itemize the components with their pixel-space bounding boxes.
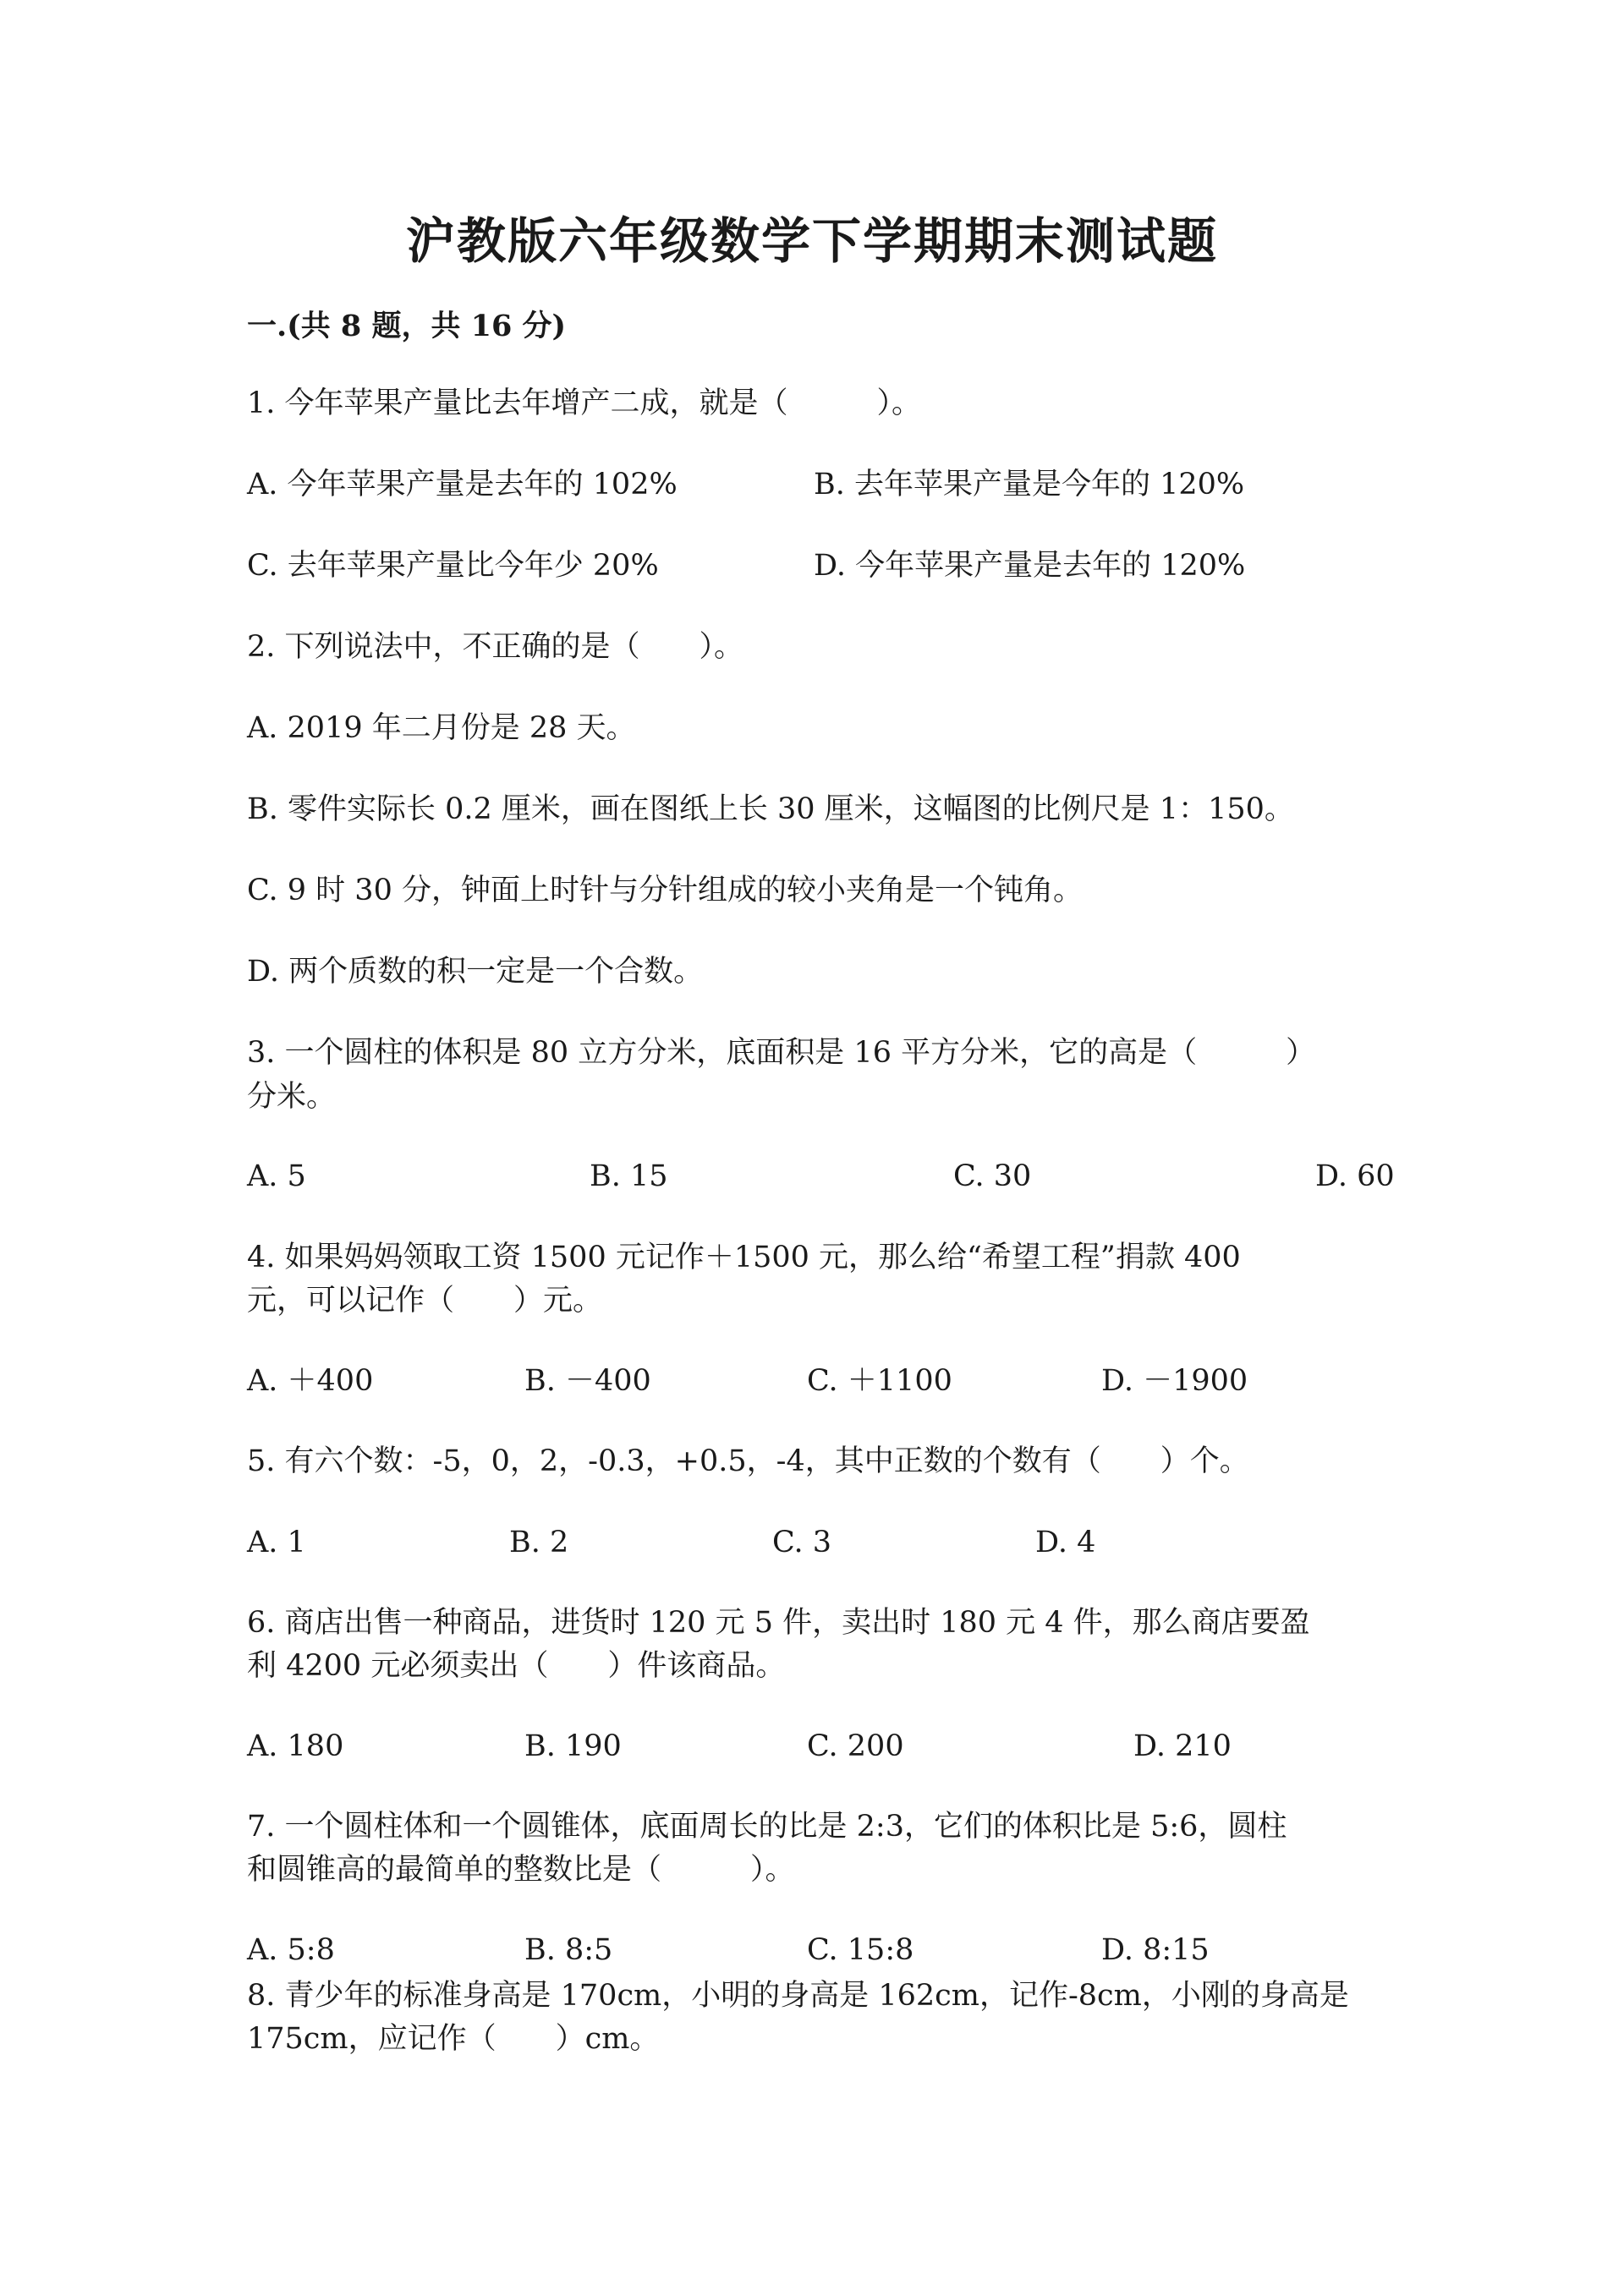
- q1-option-d[interactable]: D. 今年苹果产量是去年的 120%: [814, 549, 1246, 583]
- q7-option-d[interactable]: D. 8:15: [1101, 1933, 1210, 1967]
- q1-stem: 1. 今年苹果产量比去年增产二成，就是（ ）。: [247, 386, 922, 420]
- q6-stem-line1: 6. 商店出售一种商品，进货时 120 元 5 件，卖出时 180 元 4 件，那么商店要盈: [247, 1606, 1310, 1640]
- q5-stem: 5. 有六个数：-5，0，2，-0.3，+0.5，-4，其中正数的个数有（ ）个。: [247, 1444, 1249, 1478]
- q3-option-b[interactable]: B. 15: [590, 1159, 668, 1193]
- q7-option-a[interactable]: A. 5:8: [247, 1933, 335, 1967]
- q3-option-a[interactable]: A. 5: [247, 1159, 306, 1193]
- q2-option-a[interactable]: A. 2019 年二月份是 28 天。: [247, 711, 636, 745]
- q2-option-c[interactable]: C. 9 时 30 分，钟面上时针与分针组成的较小夹角是一个钝角。: [247, 874, 1083, 907]
- q4-stem-line2: 元，可以记作（ ）元。: [247, 1284, 603, 1318]
- q2-option-b[interactable]: B. 零件实际长 0.2 厘米，画在图纸上长 30 厘米，这幅图的比例尺是 1：150。: [247, 792, 1294, 826]
- q3-stem-line1: 3. 一个圆柱的体积是 80 立方分米，底面积是 16 平方分米，它的高是（ ）: [247, 1036, 1316, 1070]
- q6-option-c[interactable]: C. 200: [807, 1729, 904, 1763]
- q7-option-c[interactable]: C. 15:8: [807, 1933, 914, 1967]
- q3-stem-line2: 分米。: [247, 1080, 337, 1114]
- page-title: 沪教版六年级数学下学期期末测试题: [405, 212, 1218, 270]
- q6-option-b[interactable]: B. 190: [524, 1729, 622, 1763]
- q8-stem-line2: 175cm，应记作（ ）cm。: [247, 2022, 660, 2056]
- section-heading: 一.(共 8 题，共 16 分): [247, 309, 567, 343]
- q2-stem: 2. 下列说法中，不正确的是（ ）。: [247, 630, 744, 664]
- q1-option-b[interactable]: B. 去年苹果产量是今年的 120%: [814, 468, 1245, 501]
- q7-stem-line2: 和圆锥高的最简单的整数比是（ ）。: [247, 1853, 795, 1887]
- q2-option-d[interactable]: D. 两个质数的积一定是一个合数。: [247, 955, 704, 989]
- q5-option-a[interactable]: A. 1: [247, 1526, 306, 1559]
- q5-option-b[interactable]: B. 2: [509, 1526, 569, 1559]
- q7-stem-line1: 7. 一个圆柱体和一个圆锥体，底面周长的比是 2:3，它们的体积比是 5:6，圆柱: [247, 1810, 1287, 1844]
- q8-stem-line1: 8. 青少年的标准身高是 170cm，小明的身高是 162cm，记作-8cm，小刚的身高是: [247, 1979, 1349, 2013]
- q4-option-d[interactable]: D. －1900: [1101, 1364, 1248, 1398]
- q4-option-c[interactable]: C. ＋1100: [807, 1364, 952, 1398]
- q1-option-c[interactable]: C. 去年苹果产量比今年少 20%: [247, 549, 659, 583]
- q3-option-c[interactable]: C. 30: [953, 1159, 1032, 1193]
- q6-stem-line2: 利 4200 元必须卖出（ ）件该商品。: [247, 1649, 786, 1683]
- q5-option-d[interactable]: D. 4: [1035, 1526, 1096, 1559]
- q3-option-d[interactable]: D. 60: [1315, 1159, 1395, 1193]
- q1-option-a[interactable]: A. 今年苹果产量是去年的 102%: [247, 468, 678, 501]
- q6-option-d[interactable]: D. 210: [1133, 1729, 1232, 1763]
- q4-option-a[interactable]: A. ＋400: [247, 1364, 374, 1398]
- q7-option-b[interactable]: B. 8:5: [524, 1933, 613, 1967]
- q5-option-c[interactable]: C. 3: [772, 1526, 832, 1559]
- q4-stem-line1: 4. 如果妈妈领取工资 1500 元记作＋1500 元，那么给“希望工程”捐款 400: [247, 1241, 1241, 1274]
- q4-option-b[interactable]: B. －400: [524, 1364, 651, 1398]
- q6-option-a[interactable]: A. 180: [247, 1729, 344, 1763]
